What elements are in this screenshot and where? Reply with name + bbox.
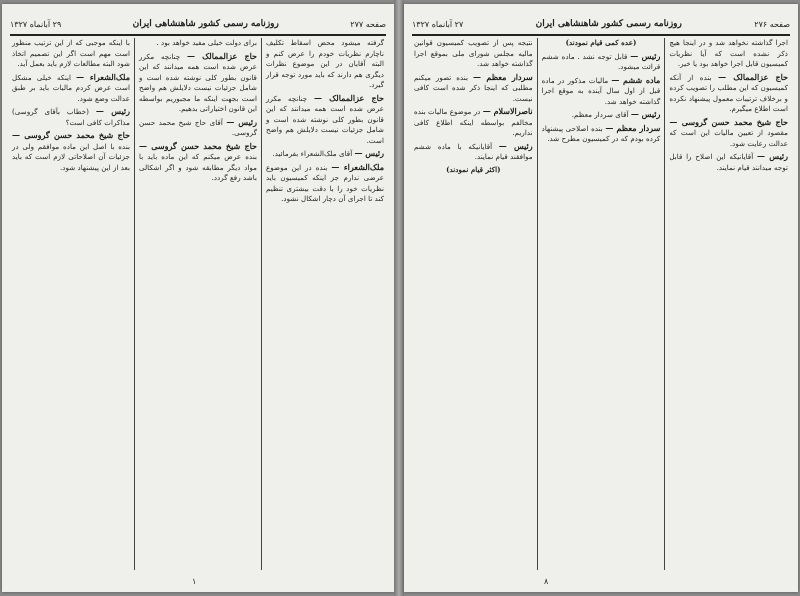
speaker-name: رئیس — [354,148,384,158]
paragraph [266,93,384,147]
issue-date: ۲۹ آبانماه ۱۳۲۷ [10,19,62,29]
newspaper-page-left [2,4,394,592]
paragraph [414,106,533,139]
paragraph [266,38,384,91]
paragraph [414,165,533,176]
text-column [135,38,262,570]
speaker-name: رئیس — [630,109,661,119]
page-header [10,16,386,36]
paragraph [414,141,533,163]
paragraph [669,117,788,150]
speaker-name: رئیس — [226,116,257,127]
footer-number: ۱ [192,577,197,586]
speaker-name: حاج شیخ محمد حسن گروسی — [669,116,788,127]
paragraph-text: آقای حاج شیخ محمد حسن گروسی. [139,117,257,137]
paragraph [542,123,661,145]
paragraph-text: (عده کمی قیام نمودند) [565,38,637,47]
speaker-name: حاج عزالممالک — [186,50,257,61]
paragraph-text: آقای سردار معظم. [571,110,629,119]
paragraph [669,72,788,115]
paragraph-text: بنده با اصل این ماده موافقم ولی در جزئیات آن اصلاحاتی لازم است که باید بعد از این پیشنهاد شود. [12,141,130,172]
speaker-name: سردار معظم — [605,122,661,133]
paragraph-text: برای دولت خیلی مفید خواهد بود . [156,38,257,47]
text-column [665,38,792,570]
text-column [8,38,135,570]
paragraph-text: آقایانیکه با ماده ششم موافقند قیام نمایند. [413,141,533,161]
speaker-name: رئیس — [498,140,533,151]
paragraph-text: نتیجه پس از تصویب کمیسیون قوانین مالیه مجلس شورای ملی بموقع اجرا گذاشته خواهد شد. [413,38,533,68]
paragraph [542,109,661,121]
paragraph [669,151,788,173]
newspaper-title: روزنامه رسمی کشور شاهنشاهی ایران [132,19,279,29]
paragraph [542,38,661,49]
paragraph-text: بنده اصلاحی پیشنهاد کرده بودم که در کمیسیون مطرح شد. [541,123,661,143]
columns [8,38,388,570]
speaker-name: رئیس — [95,106,130,116]
footer-number: ۸ [544,577,549,586]
speaker-name: حاج شیخ محمد حسن گروسی — [139,140,257,151]
paragraph-text: آقای ملک‌الشعراء بفرمائید. [272,149,353,158]
paragraph-text: قابل توجه نشد . ماده ششم قرائت میشود. [541,51,661,71]
paragraph [12,38,130,70]
paragraph-text: (خطاب بآقای گروسی) مذاکرات کافی است؟ [12,107,130,127]
paragraph-text: آقایانیکه این اصلاح را قابل توجه میدانند قیام نمایند. [669,152,788,172]
paragraph [669,38,788,70]
paragraph [542,75,661,108]
speaker-name: حاج شیخ محمد حسن گروسی — [12,130,130,140]
page-number: صفحه ۲۷۶ [754,19,790,29]
paragraph-text: اینکه خیلی مشکل است عرض کردم مالیات باید بر طبق عدالت وضع شود. [12,72,130,103]
paragraph-text: بنده از آنکه کمیسیون که این مطلب را تصویب کرده و برخلاف ترتیبات معمول پیشنهاد نکرده است اطلاع میگیرم. [669,72,788,113]
speaker-name: ملک‌الشعراء — [331,161,384,172]
paragraph [414,72,533,105]
page-number: صفحه ۲۷۷ [350,19,386,29]
paragraph [139,38,257,49]
speaker-name: حاج عزالممالک — [313,92,384,103]
speaker-name: ماده ششم — [611,74,661,85]
speaker-name: رئیس — [757,151,788,161]
paragraph [266,148,384,160]
text-column [410,38,538,570]
paragraph-text: با اینکه موجبی که از این ترتیب منظور است مهم است اگر این تصمیم اتخاذ شود البته مطالعات لازم باید بعمل آید. [12,38,130,68]
newspaper-title: روزنامه رسمی کشور شاهنشاهی ایران [535,19,682,29]
columns [410,38,792,570]
issue-date: ۲۷ آبانماه ۱۳۲۷ [412,19,464,29]
paragraph-text: چنانچه مکرر عرض شده است همه میدانند که این قانون بطور کلی نوشته شده است و شامل جزئیات نیست دلایلش هم واضح است بجهت اینکه ما مجبوریم بواسطه این قانون اختیاراتی بدهیم. [139,51,257,113]
text-column [538,38,666,570]
paragraph-text: اجرا گذاشته نخواهد شد و در اینجا هیچ ذکر نشده است که آیا نظریات کمیسیون قابل اجرا خواهد بود یا خیر. [669,38,788,68]
speaker-name: ملک‌الشعراء — [76,71,130,82]
paragraph-text: در موضوع مالیات بنده مخالفم بواسطه اینکه اطلاع کافی نداریم. [413,107,533,137]
paragraph [266,162,384,205]
paragraph [12,106,130,128]
speaker-name: حاج عزالممالک — [718,71,788,82]
text-column [262,38,388,570]
paragraph [12,72,130,105]
page-header [412,16,790,36]
paragraph-text: چنانچه مکرر عرض شده است همه میدانند که این قانون بطور کلی نوشته شده است و شامل جزئیات نیست دلایلش هم واضح است. [266,93,384,145]
paragraph-text: بنده عرض میکنم که این ماده باید با مواد دیگر مطابقه شود و اگر اشکالی باشد رفع گردد. [139,152,257,182]
paragraph [139,141,257,184]
book-gutter [394,0,404,596]
paragraph-text: گرفته میشود محض اسقاط تکلیف ناچارم نظریات خودم را عرض کنم و البته آقایان در این موضوع نظرات دیگری هم دارند که باید مورد توجه قرار گیرد. [266,38,384,89]
paragraph-text: مالیات مذکور در ماده قبل از اول سال آینده به موقع اجرا گذاشته خواهد شد. [541,75,661,106]
paragraph-text: (اکثر قیام نمودند) [446,164,501,174]
speaker-name: ناصرالاسلام — [482,106,533,116]
paragraph-text: بنده تصور میکنم مطلبی که اینجا ذکر شده است کافی نیست. [413,72,533,103]
paragraph [12,130,130,173]
paragraph [139,117,257,139]
newspaper-page-right [404,4,798,592]
speaker-name: سردار معظم — [472,71,533,82]
speaker-name: رئیس — [630,50,661,61]
paragraph [139,51,257,115]
paragraph-text: بنده در این موضوع عرضی ندارم جز اینکه کمیسیون باید نظریات خود را با دقت بیشتری تنظیم کند تا اجرای آن دچار اشکال نشود. [266,162,384,203]
paragraph [414,38,533,70]
paragraph-text: مقصود از تعیین مالیات این است که عدالت رعایت شود. [669,128,788,148]
paragraph [542,51,661,73]
